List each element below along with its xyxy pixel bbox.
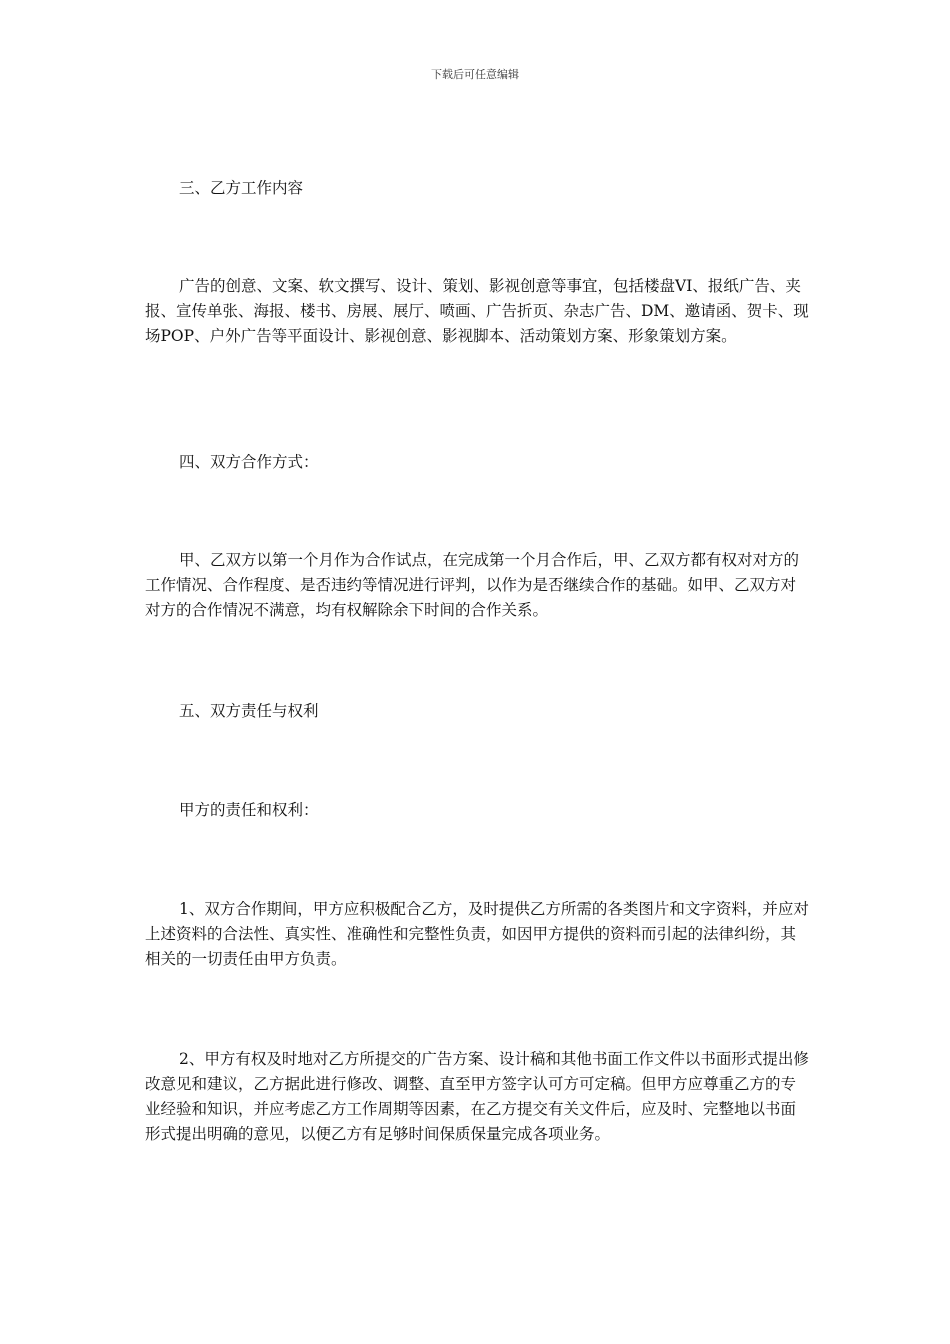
section-heading-4: 四、双方合作方式：	[179, 453, 319, 471]
page-header-note: 下载后可任意编辑	[431, 68, 519, 81]
section-heading-5: 五、双方责任与权利	[179, 702, 319, 720]
paragraph-clause-2: 2、甲方有权及时地对乙方所提交的广告方案、设计稿和其他书面工作文件以书面形式提出修改意见和建议，乙方据此进行修改、调整、直至甲方签字认可方可定稿。但甲方应尊重乙方的专业经验和知识，并应考虑乙方工作周期等因素，在乙方提交有关文件后，应及时、完整地以书面形式提出明确的意见，以便乙方有足够时间保质保量完成各项业务。	[145, 1050, 809, 1143]
section-heading-3: 三、乙方工作内容	[179, 179, 304, 197]
subheading-party-a: 甲方的责任和权利：	[179, 801, 319, 819]
paragraph-clause-1: 1、双方合作期间，甲方应积极配合乙方，及时提供乙方所需的各类图片和文字资料，并应对上述资料的合法性、真实性、准确性和完整性负责，如因甲方提供的资料而引起的法律纠纷，其相关的一切责任由甲方负责。	[145, 900, 809, 968]
paragraph-work-content: 广告的创意、文案、软文撰写、设计、策划、影视创意等事宜，包括楼盘VI、报纸广告、夹报、宣传单张、海报、楼书、房展、展厅、喷画、广告折页、杂志广告、DM、邀请函、贺卡、现场POP、户外广告等平面设计、影视创意、影视脚本、活动策划方案、形象策划方案。	[145, 277, 809, 345]
paragraph-cooperation: 甲、乙双方以第一个月作为合作试点，在完成第一个月合作后，甲、乙双方都有权对对方的工作情况、合作程度、是否违约等情况进行评判，以作为是否继续合作的基础。如甲、乙双方对对方的合作情况不满意，均有权解除余下时间的合作关系。	[145, 551, 800, 619]
